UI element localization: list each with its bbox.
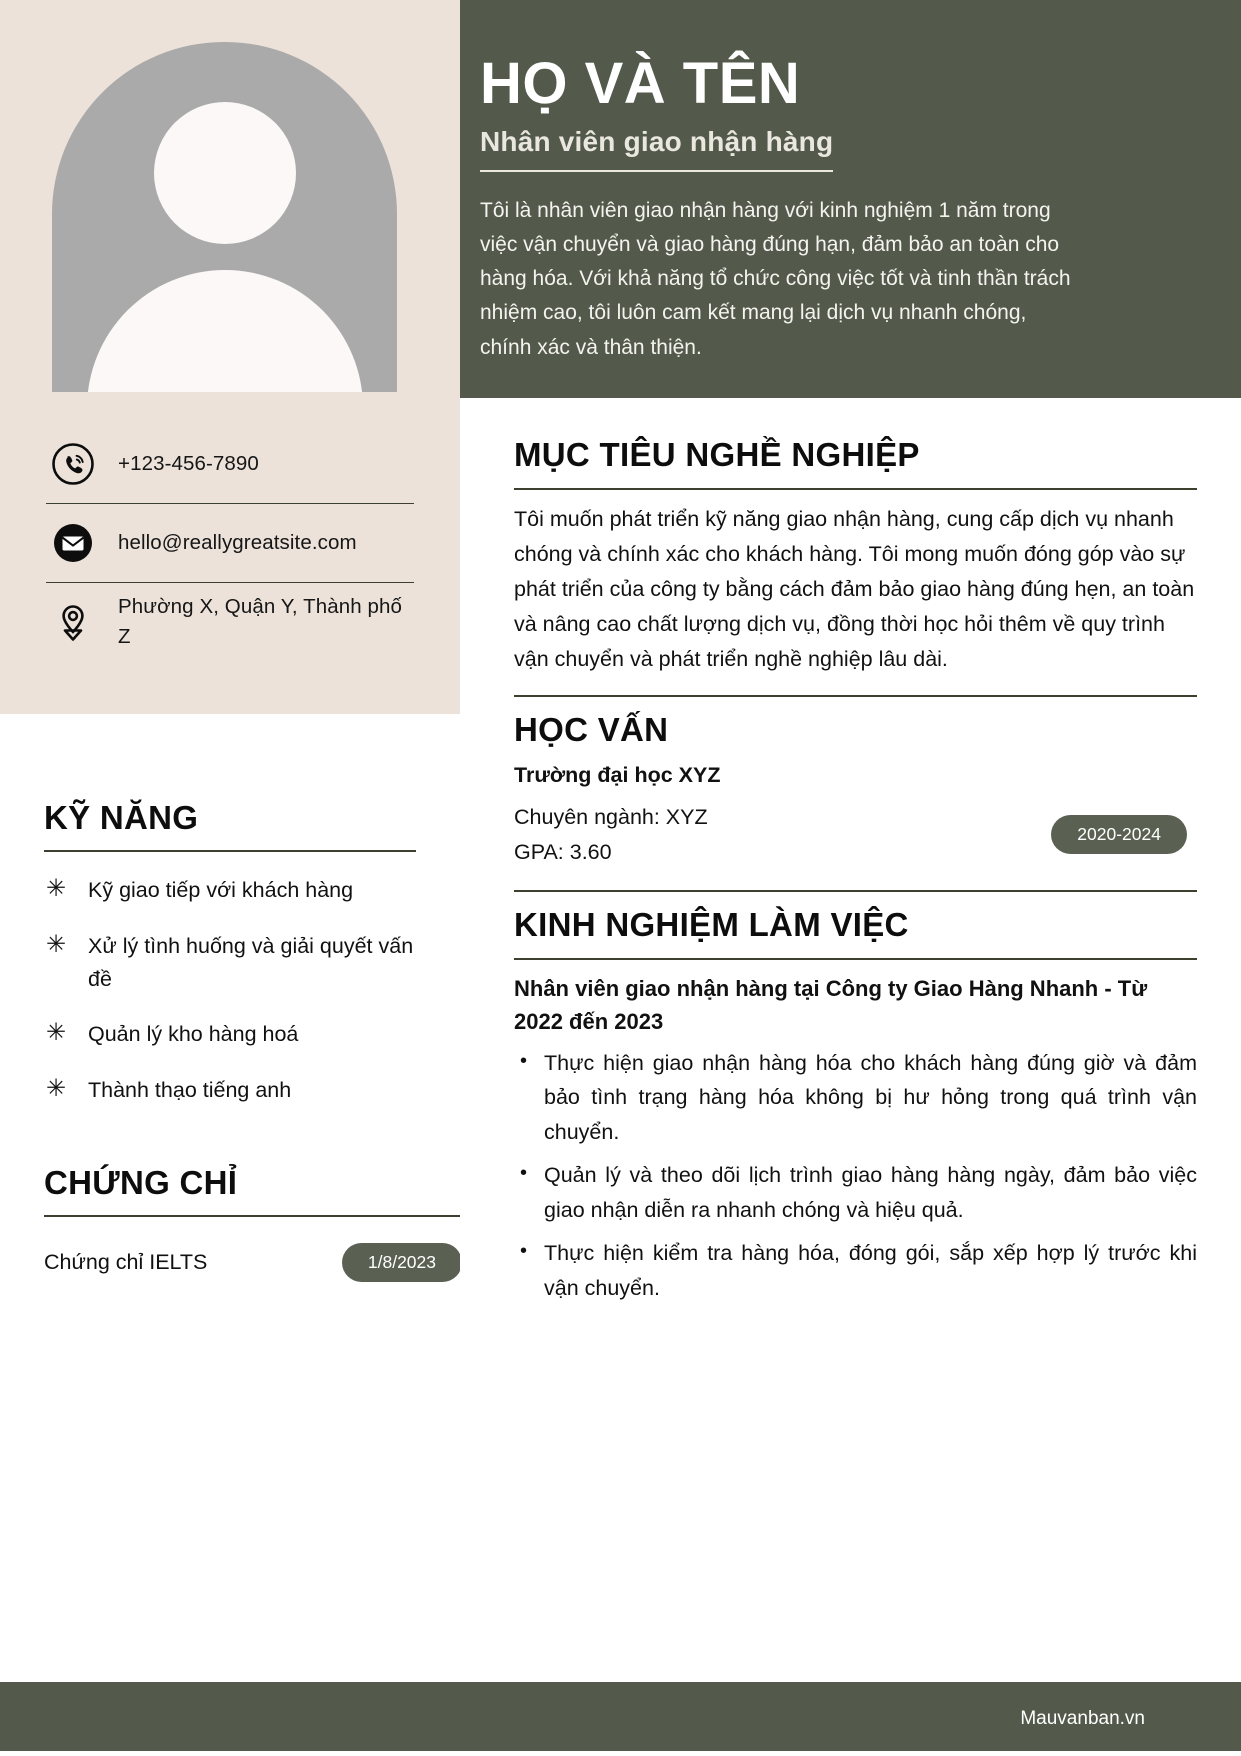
skill-item	[44, 1074, 416, 1107]
experience-bullet: • Thực hiện kiểm tra hàng hóa, đóng gói, sắp xếp hợp lý trước khi vận chuyển.	[514, 1236, 1197, 1306]
asterisk-bullet-icon: ✳	[46, 1019, 67, 1047]
experience-section	[514, 890, 1197, 1306]
education-details	[514, 800, 1197, 870]
footer-bar	[0, 1682, 1241, 1756]
skills-rule	[44, 850, 416, 852]
profile-summary: Tôi là nhân viên giao nhận hàng với kinh nghiệm 1 năm trong việc vận chuyển và giao hàng đúng hạn, đảm bảo an toàn cho hàng hóa. Với khả năng tổ chức công việc tốt và tinh thần trách nhiệm cao, tôi luôn cam kết mang lại dịch vụ nhanh chóng, chính xác và thân thiện.	[480, 198, 1071, 359]
education-school: Trường đại học XYZ	[514, 763, 721, 788]
avatar	[52, 42, 397, 392]
experience-bullet-list	[514, 1046, 1197, 1306]
contact-email-text: hello@reallygreatsite.com	[118, 531, 357, 555]
education-section	[514, 695, 1197, 870]
certificate-name: Chứng chỉ IELTS	[44, 1250, 208, 1275]
location-pin-icon	[46, 599, 100, 645]
skill-item	[44, 930, 416, 997]
objective-rule	[514, 488, 1197, 490]
job-role-subtitle: Nhân viên giao nhận hàng	[480, 126, 833, 172]
education-top-rule	[514, 695, 1197, 697]
certificate-date-badge: 1/8/2023	[342, 1243, 462, 1282]
avatar-body-shape	[87, 270, 363, 392]
contact-email-row[interactable]	[46, 504, 414, 582]
skills-section	[44, 800, 416, 1107]
experience-title: KINH NGHIỆM LÀM VIỆC	[514, 905, 909, 943]
avatar-head-shape	[154, 102, 296, 244]
certificates-section	[44, 1165, 462, 1282]
right-column	[460, 398, 1241, 1698]
education-title: HỌC VẤN	[514, 711, 669, 749]
experience-bullet: • Quản lý và theo dõi lịch trình giao hàng hàng ngày, đảm bảo việc giao nhận diễn ra nhanh chóng và hiệu quả.	[514, 1158, 1197, 1228]
education-major: Chuyên ngành: XYZ	[514, 805, 708, 830]
skills-title: KỸ NĂNG	[44, 799, 199, 836]
bottom-white-strip	[0, 1751, 1241, 1756]
skill-label: Thành thạo tiếng anh	[88, 1077, 292, 1102]
left-column	[0, 0, 460, 1756]
contact-address-row[interactable]	[46, 583, 414, 661]
header-block	[460, 0, 1241, 398]
certificates-title: CHỨNG CHỈ	[44, 1164, 238, 1201]
asterisk-bullet-icon: ✳	[46, 875, 67, 903]
asterisk-bullet-icon: ✳	[46, 930, 67, 958]
skill-item	[44, 1018, 416, 1051]
contact-phone-text: +123-456-7890	[118, 452, 259, 476]
footer-watermark: Mauvanban.vn	[1020, 1708, 1145, 1729]
certificates-rule	[44, 1215, 462, 1217]
objective-title: MỤC TIÊU NGHỀ NGHIỆP	[514, 436, 920, 473]
experience-bottom-rule	[514, 958, 1197, 960]
contact-list	[46, 425, 414, 661]
contact-phone-row[interactable]	[46, 425, 414, 503]
skill-label: Kỹ giao tiếp với khách hàng	[88, 878, 354, 903]
skill-label: Xử lý tình huống và giải quyết vấn đề	[88, 933, 414, 991]
objective-text: Tôi muốn phát triển kỹ năng giao nhận hàng, cung cấp dịch vụ nhanh chóng và chính xác cho khách hàng. Tôi mong muốn đóng góp vào sự phát triển của công ty bằng cách đảm bảo giao hàng đúng hẹn, an toàn và nâng cao chất lượng dịch vụ, đồng thời học hỏi thêm về quy trình vận chuyển và phát triển nghề nghiệp lâu dài.	[514, 506, 1195, 672]
contact-address-text: Phường X, Quận Y, Thành phố Z	[118, 595, 403, 648]
experience-bullet: • Thực hiện giao nhận hàng hóa cho khách hàng đúng giờ và đảm bảo tình trạng hàng hóa không bị hư hỏng trong quá trình vận chuyển.	[514, 1046, 1197, 1150]
objective-section	[514, 398, 1197, 677]
skill-item	[44, 874, 416, 907]
education-period-badge: 2020-2024	[1051, 815, 1187, 854]
page-title: HỌ VÀ TÊN	[480, 51, 801, 116]
experience-job-title: Nhân viên giao nhận hàng tại Công ty Giao Hàng Nhanh - Từ 2022 đến 2023	[514, 975, 1148, 1034]
skill-label: Quản lý kho hàng hoá	[88, 1022, 299, 1047]
envelope-icon	[46, 521, 100, 565]
phone-icon	[46, 442, 100, 486]
experience-top-rule	[514, 890, 1197, 892]
education-gpa: GPA: 3.60	[514, 839, 612, 864]
certificate-row	[44, 1243, 462, 1282]
asterisk-bullet-icon: ✳	[46, 1074, 67, 1102]
